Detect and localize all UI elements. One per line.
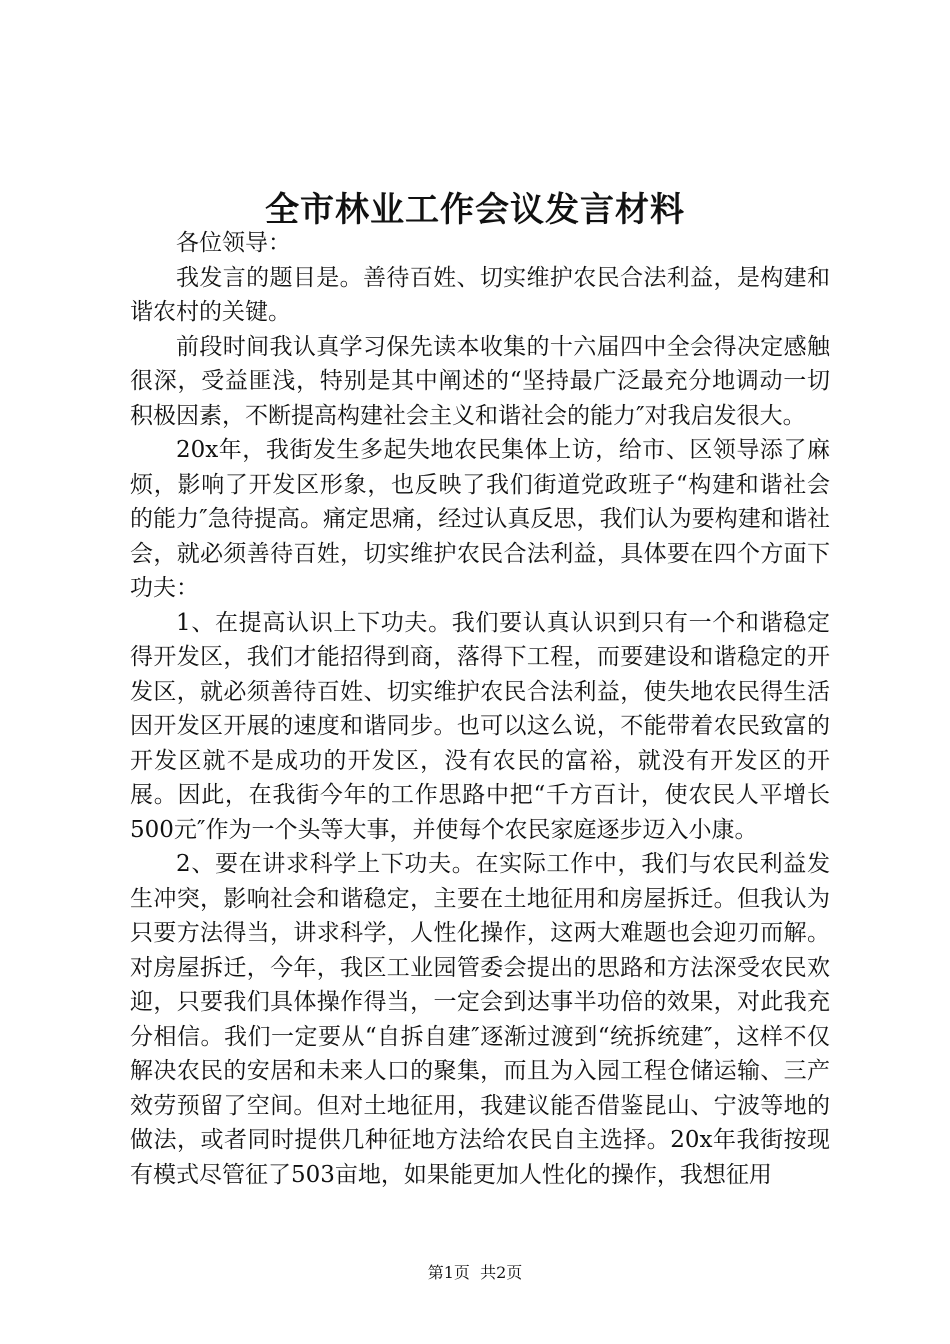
salutation: 各位领导： xyxy=(176,230,291,256)
page-total: 共2页 xyxy=(480,1263,523,1282)
page-number: 第1页 xyxy=(427,1263,470,1282)
paragraph-background: 20x年，我街发生多起失地农民集体上访，给市、区领导添了麻烦，影响了开发区形象，也反映了我们街道党政班子“构建和谐社会的能力″急待提高。痛定思痛，经过认真反思，我们认为要构建和谐社会，就必须善待百姓，切实维护农民合法利益，具体要在四个方面下功夫： xyxy=(130,437,830,601)
document-title: 全市林业工作会议发言材料 xyxy=(265,190,685,230)
paragraph-point-1: 1、在提高认识上下功夫。我们要认真认识到只有一个和谐稳定得开发区，我们才能招得到商，落得下工程，而要建设和谐稳定的开发区，就必须善待百姓、切实维护农民合法利益，使失地农民得生活因开发区开展的速度和谐同步。也可以这么说，不能带着农民致富的开发区就不是成功的开发区，没有农民的富裕，就没有开发区的开展。因此，在我街今年的工作思路中把“千方百计，使农民人平增长500元″作为一个头等大事，并使每个农民家庭逐步迈入小康。 xyxy=(130,609,830,843)
paragraph-study: 前段时间我认真学习保先读本收集的十六届四中全会得决定感触很深，受益匪浅，特别是其中阐述的“坚持最广泛最充分地调动一切积极因素，不断提高构建社会主义和谐社会的能力″对我启发很大。 xyxy=(130,333,830,429)
page-footer xyxy=(0,1262,950,1284)
paragraph-topic: 我发言的题目是。善待百姓、切实维护农民合法利益，是构建和谐农村的关键。 xyxy=(130,264,830,325)
document-body xyxy=(130,226,830,1192)
paragraph-point-2: 2、要在讲求科学上下功夫。在实际工作中，我们与农民利益发生冲突，影响社会和谐稳定，主要在土地征用和房屋拆迁。但我认为只要方法得当，讲求科学，人性化操作，这两大难题也会迎刃而解。对房屋拆迁，今年，我区工业园管委会提出的思路和方法深受农民欢迎，只要我们具体操作得当，一定会到达事半功倍的效果，对此我充分相信。我们一定要从“自拆自建″逐渐过渡到“统拆统建″，这样不仅解决农民的安居和未来人口的聚集，而且为入园工程仓储运输、三产效劳预留了空间。但对土地征用，我建议能否借鉴昆山、宁波等地的做法，或者同时提供几种征地方法给农民自主选择。20x年我街按现有模式尽管征了503亩地，如果能更加人性化的操作，我想征用 xyxy=(130,851,830,1188)
